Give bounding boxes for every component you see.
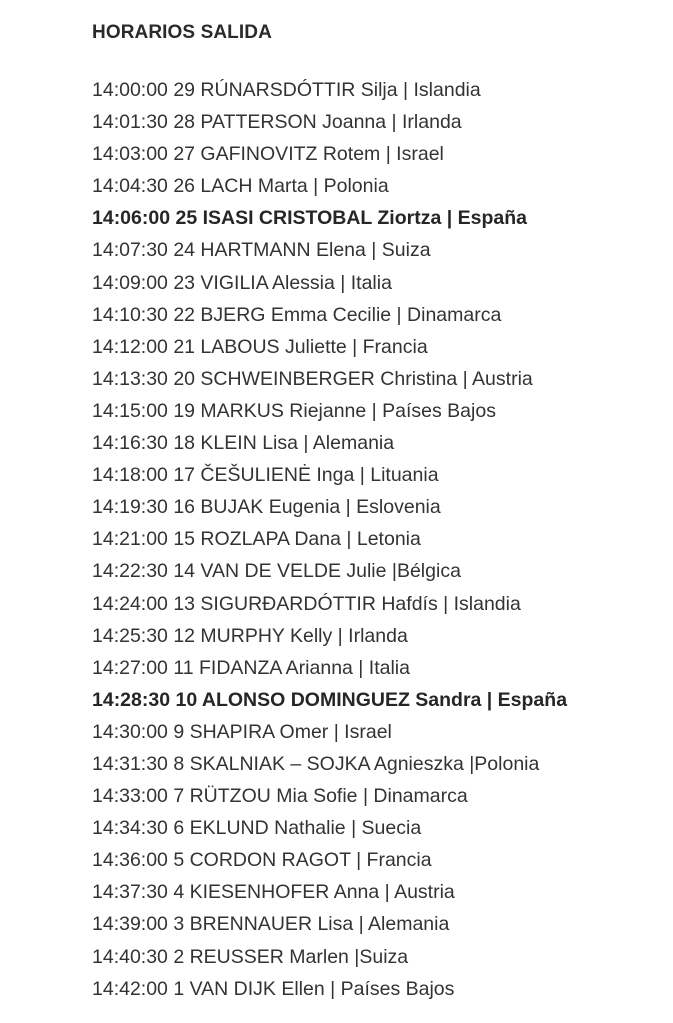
start-entry: 14:09:00 23 VIGILIA Alessia | Italia bbox=[92, 271, 392, 294]
start-entry: 14:04:30 26 LACH Marta | Polonia bbox=[92, 175, 389, 198]
start-entry-highlighted: 14:06:00 25 ISASI CRISTOBAL Ziortza | España bbox=[92, 207, 527, 230]
page-title: HORARIOS SALIDA bbox=[92, 22, 272, 43]
start-entry: 14:19:30 16 BUJAK Eugenia | Eslovenia bbox=[92, 496, 441, 519]
start-entry: 14:01:30 28 PATTERSON Joanna | Irlanda bbox=[92, 111, 462, 134]
start-entry: 14:39:00 3 BRENNAUER Lisa | Alemania bbox=[92, 913, 450, 936]
start-entry: 14:40:30 2 REUSSER Marlen |Suiza bbox=[92, 945, 409, 968]
start-entry: 14:22:30 14 VAN DE VELDE Julie |Bélgica bbox=[92, 560, 461, 583]
start-entry: 14:24:00 13 SIGURÐARDÓTTIR Hafdís | Islandia bbox=[92, 592, 521, 615]
start-entry: 14:27:00 11 FIDANZA Arianna | Italia bbox=[92, 656, 410, 679]
start-entry: 14:37:30 4 KIESENHOFER Anna | Austria bbox=[92, 881, 455, 904]
start-entry: 14:42:00 1 VAN DIJK Ellen | Países Bajos bbox=[92, 977, 455, 1000]
start-entry-highlighted: 14:28:30 10 ALONSO DOMINGUEZ Sandra | España bbox=[92, 688, 568, 711]
start-entry: 14:31:30 8 SKALNIAK – SOJKA Agnieszka |Polonia bbox=[92, 752, 540, 775]
start-times-list bbox=[92, 74, 567, 1005]
start-entry: 14:18:00 17 ČEŠULIENĖ Inga | Lituania bbox=[92, 464, 439, 487]
start-entry: 14:33:00 7 RÜTZOU Mia Sofie | Dinamarca bbox=[92, 785, 468, 808]
start-entry: 14:16:30 18 KLEIN Lisa | Alemania bbox=[92, 432, 395, 455]
start-entry: 14:12:00 21 LABOUS Juliette | Francia bbox=[92, 335, 428, 358]
start-entry: 14:36:00 5 CORDON RAGOT | Francia bbox=[92, 849, 432, 872]
start-entry: 14:21:00 15 ROZLAPA Dana | Letonia bbox=[92, 528, 421, 551]
start-entry: 14:34:30 6 EKLUND Nathalie | Suecia bbox=[92, 817, 422, 840]
start-entry: 14:10:30 22 BJERG Emma Cecilie | Dinamarca bbox=[92, 303, 502, 326]
start-entry: 14:15:00 19 MARKUS Riejanne | Países Bajos bbox=[92, 399, 496, 422]
start-entry: 14:25:30 12 MURPHY Kelly | Irlanda bbox=[92, 624, 408, 647]
start-entry: 14:00:00 29 RÚNARSDÓTTIR Silja | Islandia bbox=[92, 79, 481, 101]
start-entry: 14:13:30 20 SCHWEINBERGER Christina | Austria bbox=[92, 367, 533, 390]
start-entry: 14:30:00 9 SHAPIRA Omer | Israel bbox=[92, 720, 392, 743]
start-entry: 14:03:00 27 GAFINOVITZ Rotem | Israel bbox=[92, 143, 444, 166]
start-entry: 14:07:30 24 HARTMANN Elena | Suiza bbox=[92, 239, 431, 262]
